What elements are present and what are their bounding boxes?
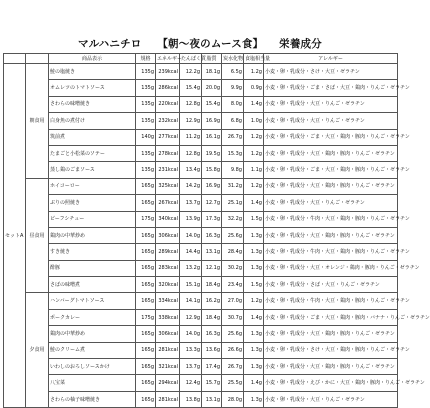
energy-cell: 278kcal xyxy=(156,145,180,161)
protein-cell: 15.1g xyxy=(180,277,202,293)
salt-cell: 1.4g xyxy=(244,309,264,325)
carb-cell: 32.2g xyxy=(222,211,244,227)
product-line: 【朝〜夜のムース食】 xyxy=(157,38,264,50)
spec-cell: 135g xyxy=(136,96,156,112)
product-name-cell: 鮭の塩焼き xyxy=(49,64,136,80)
document-title xyxy=(0,36,400,51)
fat-cell: 15.7g xyxy=(202,375,222,391)
spec-cell: 175g xyxy=(136,309,156,325)
energy-cell: 277kcal xyxy=(156,129,180,145)
spec-cell: 165g xyxy=(136,195,156,211)
carb-cell: 26.7g xyxy=(222,129,244,145)
fat-cell: 12.7g xyxy=(202,195,222,211)
nutrition-table xyxy=(3,53,430,408)
energy-cell: 289kcal xyxy=(156,244,180,260)
allergy-cell: 小麦・卵・乳成分・大豆・オレンジ・鶏肉・豚肉・りんご・ゼラチン xyxy=(264,260,398,276)
table-row xyxy=(4,113,398,129)
protein-cell: 12.9g xyxy=(180,309,202,325)
product-name-cell: さわらの柚子味噌焼き xyxy=(49,391,136,407)
spec-cell: 165g xyxy=(136,178,156,194)
table-row xyxy=(4,64,398,80)
table-row xyxy=(4,227,398,243)
energy-cell: 220kcal xyxy=(156,96,180,112)
spec-cell: 165g xyxy=(136,375,156,391)
table-header-row xyxy=(4,54,398,64)
fat-cell: 18.4g xyxy=(202,277,222,293)
product-name-cell: いわしのおろしソースかけ xyxy=(49,359,136,375)
fat-cell: 16.9g xyxy=(202,178,222,194)
protein-cell: 13.9g xyxy=(180,211,202,227)
product-name-cell: 白身魚の煮付け xyxy=(49,113,136,129)
set-label: セットA xyxy=(4,64,26,408)
allergy-cell: 小麦・卵・乳成分・大豆・鶏肉・豚肉・りんご・ゼラチン xyxy=(264,326,398,342)
product-name-cell: さばの味噌煮 xyxy=(49,277,136,293)
spec-cell: 165g xyxy=(136,342,156,358)
salt-cell: 1.0g xyxy=(244,113,264,129)
allergy-cell: 小麦・卵・乳成分・大豆・りんご・ゼラチン xyxy=(264,195,398,211)
title-subtitle: 栄養成分 xyxy=(279,38,322,50)
table-row xyxy=(4,260,398,276)
table-row xyxy=(4,293,398,309)
protein-cell: 14.1g xyxy=(180,293,202,309)
header-set xyxy=(4,54,26,64)
allergy-cell: 小麦・卵・乳成分・ごま・大豆・鶏肉・豚肉・バナナ・りんご・ゼラチン xyxy=(264,309,398,325)
product-name-cell: 鶏肉の中華炒め xyxy=(49,227,136,243)
protein-cell: 12.4g xyxy=(180,375,202,391)
header-spec: 規格 xyxy=(136,54,156,64)
spec-cell: 165g xyxy=(136,391,156,407)
carb-cell: 6.5g xyxy=(222,64,244,80)
salt-cell: 1.5g xyxy=(244,211,264,227)
salt-cell: 1.5g xyxy=(244,277,264,293)
salt-cell: 1.4g xyxy=(244,195,264,211)
spec-cell: 135g xyxy=(136,80,156,96)
protein-cell: 13.7g xyxy=(180,359,202,375)
energy-cell: 294kcal xyxy=(156,375,180,391)
fat-cell: 18.4g xyxy=(202,309,222,325)
table-row xyxy=(4,195,398,211)
table-row xyxy=(4,326,398,342)
header-allergy: アレルギー xyxy=(264,54,398,64)
energy-cell: 320kcal xyxy=(156,277,180,293)
salt-cell: 1.1g xyxy=(244,162,264,178)
energy-cell: 267kcal xyxy=(156,195,180,211)
salt-cell: 1.4g xyxy=(244,375,264,391)
spec-cell: 175g xyxy=(136,211,156,227)
fat-cell: 16.2g xyxy=(202,293,222,309)
meal-group-label: 夕食用 xyxy=(26,293,49,408)
spec-cell: 165g xyxy=(136,293,156,309)
product-name-cell: オムレツのトマトソース xyxy=(49,80,136,96)
table-row xyxy=(4,162,398,178)
fat-cell: 20.0g xyxy=(202,80,222,96)
salt-cell: 1.3g xyxy=(244,244,264,260)
salt-cell: 1.3g xyxy=(244,260,264,276)
header-fat: 脂質 xyxy=(202,54,222,64)
salt-cell: 1.2g xyxy=(244,145,264,161)
table-body xyxy=(4,64,430,408)
fat-cell: 17.4g xyxy=(202,359,222,375)
fat-cell: 19.5g xyxy=(202,145,222,161)
carb-cell: 30.7g xyxy=(222,309,244,325)
fat-cell: 13.6g xyxy=(202,342,222,358)
protein-cell: 13.2g xyxy=(180,260,202,276)
protein-cell: 14.0g xyxy=(180,326,202,342)
protein-cell: 13.7g xyxy=(180,195,202,211)
protein-cell: 12.8g xyxy=(180,96,202,112)
fat-cell: 17.3g xyxy=(202,211,222,227)
protein-cell: 13.4g xyxy=(180,162,202,178)
carb-cell: 28.4g xyxy=(222,244,244,260)
energy-cell: 338kcal xyxy=(156,309,180,325)
fat-cell: 13.1g xyxy=(202,244,222,260)
table-row xyxy=(4,244,398,260)
spec-cell: 165g xyxy=(136,227,156,243)
allergy-cell: 小麦・卵・乳成分・牛肉・大豆・鶏肉・豚肉・りんご・ゼラチン xyxy=(264,244,398,260)
energy-cell: 281kcal xyxy=(156,391,180,407)
spec-cell: 165g xyxy=(136,260,156,276)
table-row xyxy=(4,375,398,391)
product-name-cell: 鮭のクリーム煮 xyxy=(49,342,136,358)
protein-cell: 11.2g xyxy=(180,129,202,145)
brand-name: マルハニチロ xyxy=(78,38,142,50)
energy-cell: 306kcal xyxy=(156,326,180,342)
salt-cell: 1.2g xyxy=(244,129,264,145)
allergy-cell: 小麦・卵・乳成分・牛肉・大豆・鶏肉・豚肉・りんご・ゼラチン xyxy=(264,211,398,227)
protein-cell: 12.8g xyxy=(180,145,202,161)
energy-cell: 239kcal xyxy=(156,64,180,80)
meal-group-label: 昼食用 xyxy=(26,178,49,293)
carb-cell: 26.6g xyxy=(222,342,244,358)
salt-cell: 1.2g xyxy=(244,178,264,194)
carb-cell: 25.6g xyxy=(222,227,244,243)
table-row xyxy=(4,211,398,227)
fat-cell: 16.3g xyxy=(202,227,222,243)
energy-cell: 334kcal xyxy=(156,293,180,309)
carb-cell: 23.4g xyxy=(222,277,244,293)
product-name-cell: ポークカレー xyxy=(49,309,136,325)
energy-cell: 306kcal xyxy=(156,227,180,243)
fat-cell: 15.8g xyxy=(202,162,222,178)
table-row xyxy=(4,359,398,375)
product-name-cell: 蒸し鶏のごまソース xyxy=(49,162,136,178)
fat-cell: 16.3g xyxy=(202,326,222,342)
fat-cell: 15.4g xyxy=(202,96,222,112)
carb-cell: 15.3g xyxy=(222,145,244,161)
spec-cell: 165g xyxy=(136,359,156,375)
allergy-cell: 小麦・卵・乳成分・大豆・鶏肉・豚肉・りんご・ゼラチン xyxy=(264,359,398,375)
energy-cell: 231kcal xyxy=(156,162,180,178)
fat-cell: 18.1g xyxy=(202,64,222,80)
salt-cell: 1.3g xyxy=(244,342,264,358)
energy-cell: 340kcal xyxy=(156,211,180,227)
header-carb: 炭水化物 xyxy=(223,55,244,62)
carb-cell: 30.2g xyxy=(222,260,244,276)
table-row xyxy=(4,178,398,194)
allergy-cell: 小麦・卵・乳成分・大豆・りんご・ゼラチン xyxy=(264,113,398,129)
spec-cell: 135g xyxy=(136,113,156,129)
carb-cell: 27.0g xyxy=(222,293,244,309)
allergy-cell: 小麦・卵・乳成分・ごま・大豆・鶏肉・豚肉・りんご・ゼラチン xyxy=(264,162,398,178)
allergy-cell: 小麦・卵・乳成分・さけ・大豆・鶏肉・豚肉・りんご・ゼラチン xyxy=(264,342,398,358)
table-row xyxy=(4,129,398,145)
product-name-cell: 鶏肉の中華炒め xyxy=(49,326,136,342)
salt-cell: 1.3g xyxy=(244,326,264,342)
carb-cell: 31.2g xyxy=(222,178,244,194)
salt-cell: 1.3g xyxy=(244,227,264,243)
product-name-cell: さわらの味噌焼き xyxy=(49,96,136,112)
salt-cell: 0.9g xyxy=(244,80,264,96)
energy-cell: 321kcal xyxy=(156,359,180,375)
product-name-cell: ビーフシチュー xyxy=(49,211,136,227)
carb-cell: 6.8g xyxy=(222,113,244,129)
carb-cell: 25.5g xyxy=(222,375,244,391)
product-name-cell: 筑前煮 xyxy=(49,129,136,145)
spec-cell: 165g xyxy=(136,326,156,342)
salt-cell: 1.3g xyxy=(244,359,264,375)
spec-cell: 165g xyxy=(136,277,156,293)
salt-cell: 1.2g xyxy=(244,64,264,80)
carb-cell: 25.6g xyxy=(222,326,244,342)
energy-cell: 325kcal xyxy=(156,178,180,194)
allergy-cell: 小麦・卵・乳成分・大豆・りんご・ゼラチン xyxy=(264,96,398,112)
carb-cell: 25.1g xyxy=(222,195,244,211)
product-name-cell: すき焼き xyxy=(49,244,136,260)
table-row xyxy=(4,277,398,293)
allergy-cell: 小麦・卵・乳成分・えび・かに・大豆・鶏肉・豚肉・りんご・ゼラチン xyxy=(264,375,398,391)
table-row xyxy=(4,80,398,96)
allergy-cell: 小麦・卵・乳成分・ごま・大豆・鶏肉・豚肉・りんご・ゼラチン xyxy=(264,129,398,145)
allergy-cell: 小麦・卵・乳成分・牛肉・大豆・鶏肉・豚肉・りんご・ゼラチン xyxy=(264,293,398,309)
meal-group-label: 朝食用 xyxy=(26,64,49,179)
product-name-cell: ぶりの照焼き xyxy=(49,195,136,211)
energy-cell: 281kcal xyxy=(156,342,180,358)
header-product: 商品表示 xyxy=(49,54,136,64)
product-name-cell: ハンバーグトマトソース xyxy=(49,293,136,309)
header-salt: 食塩相当量 xyxy=(245,55,271,62)
carb-cell: 8.0g xyxy=(222,96,244,112)
table-row xyxy=(4,342,398,358)
fat-cell: 16.9g xyxy=(202,113,222,129)
protein-cell: 14.4g xyxy=(180,244,202,260)
table-row xyxy=(4,145,398,161)
spec-cell: 165g xyxy=(136,244,156,260)
energy-cell: 286kcal xyxy=(156,80,180,96)
energy-cell: 283kcal xyxy=(156,260,180,276)
table-row xyxy=(4,391,398,407)
header-energy: エネルギー xyxy=(157,55,183,62)
carb-cell: 28.0g xyxy=(222,391,244,407)
allergy-cell: 小麦・卵・乳成分・大豆・鶏肉・豚肉・りんご・ゼラチン xyxy=(264,178,398,194)
product-name-cell: 酢豚 xyxy=(49,260,136,276)
energy-cell: 232kcal xyxy=(156,113,180,129)
allergy-cell: 小麦・卵・乳成分・さば・大豆・りんご・ゼラチン xyxy=(264,277,398,293)
fat-cell: 16.1g xyxy=(202,129,222,145)
spec-cell: 135g xyxy=(136,64,156,80)
allergy-cell: 小麦・卵・乳成分・大豆・鶏肉・豚肉・りんご・ゼラチン xyxy=(264,145,398,161)
carb-cell: 9.8g xyxy=(222,162,244,178)
protein-cell: 14.0g xyxy=(180,227,202,243)
protein-cell: 12.2g xyxy=(180,64,202,80)
table-row xyxy=(4,96,398,112)
protein-cell: 14.2g xyxy=(180,178,202,194)
fat-cell: 12.1g xyxy=(202,260,222,276)
product-name-cell: たまごと小松菜のソテー xyxy=(49,145,136,161)
header-protein: たんぱく質 xyxy=(181,55,207,62)
carb-cell: 9.9g xyxy=(222,80,244,96)
allergy-cell: 小麦・卵・乳成分・大豆・鶏肉・豚肉・りんご・ゼラチン xyxy=(264,227,398,243)
salt-cell: 1.4g xyxy=(244,96,264,112)
protein-cell: 12.9g xyxy=(180,113,202,129)
product-name-cell: 八宝菜 xyxy=(49,375,136,391)
spec-cell: 135g xyxy=(136,145,156,161)
protein-cell: 13.8g xyxy=(180,391,202,407)
salt-cell: 1.3g xyxy=(244,391,264,407)
allergy-cell: 小麦・卵・乳成分・ごま・さば・大豆・鶏肉・りんご・ゼラチン xyxy=(264,80,398,96)
spec-cell: 135g xyxy=(136,162,156,178)
product-name-cell: ホイコーロー xyxy=(49,178,136,194)
carb-cell: 26.7g xyxy=(222,359,244,375)
salt-cell: 1.2g xyxy=(244,293,264,309)
allergy-cell: 小麦・卵・乳成分・大豆・りんご・ゼラチン xyxy=(264,391,398,407)
protein-cell: 13.3g xyxy=(180,342,202,358)
fat-cell: 13.1g xyxy=(202,391,222,407)
spec-cell: 140g xyxy=(136,129,156,145)
table-row xyxy=(4,309,398,325)
allergy-cell: 小麦・卵・乳成分・さけ・大豆・ゼラチン xyxy=(264,64,398,80)
header-meal xyxy=(26,54,49,64)
protein-cell: 15.4g xyxy=(180,80,202,96)
